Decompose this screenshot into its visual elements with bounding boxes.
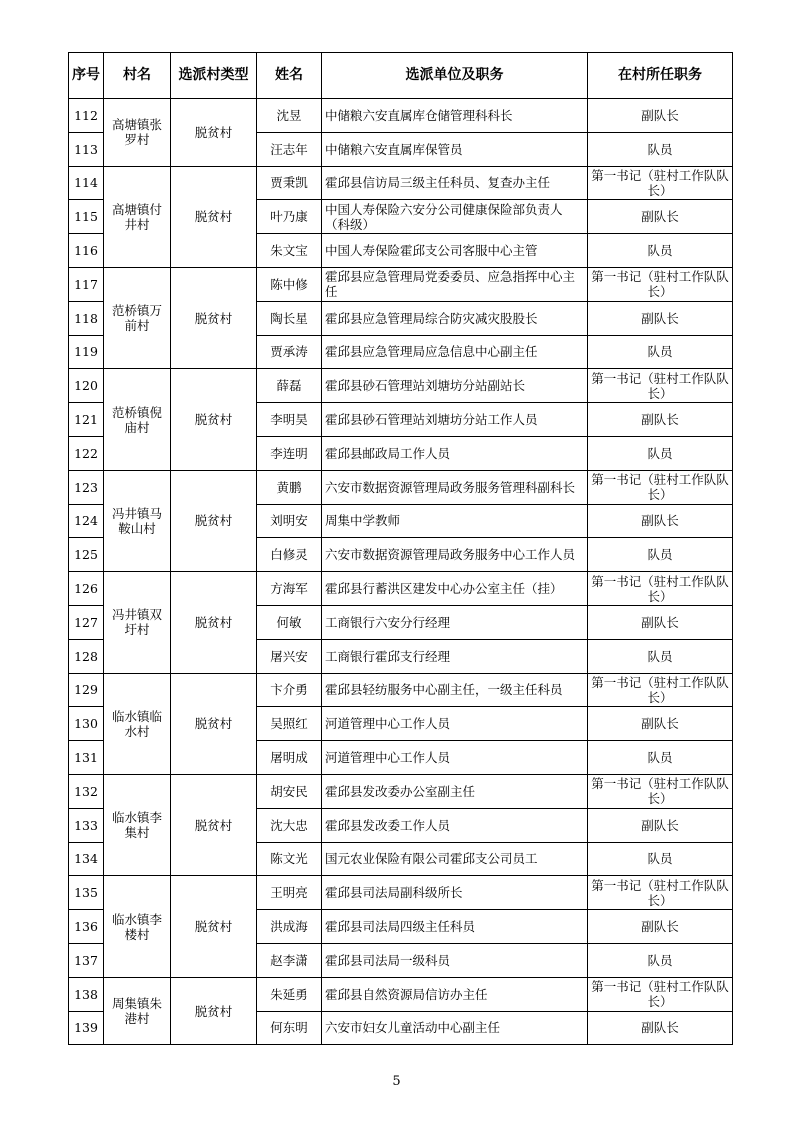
village-role: 第一书记（驻村工作队队长） bbox=[588, 369, 733, 403]
person-name: 朱延勇 bbox=[257, 977, 322, 1011]
person-name: 贾承涛 bbox=[257, 335, 322, 369]
person-name: 沈大忠 bbox=[257, 808, 322, 842]
village-role: 副队长 bbox=[588, 99, 733, 133]
village-type: 脱贫村 bbox=[171, 774, 257, 875]
person-name: 陈文光 bbox=[257, 842, 322, 876]
person-name: 赵李潇 bbox=[257, 943, 322, 977]
village-role: 第一书记（驻村工作队队长） bbox=[588, 267, 733, 301]
row-number: 114 bbox=[69, 166, 104, 200]
row-number: 120 bbox=[69, 369, 104, 403]
unit-position: 霍邱县应急管理局党委委员、应急指挥中心主任 bbox=[322, 267, 588, 301]
row-number: 132 bbox=[69, 774, 104, 808]
row-number: 136 bbox=[69, 910, 104, 944]
village-type: 脱贫村 bbox=[171, 166, 257, 267]
unit-position: 霍邱县发改委工作人员 bbox=[322, 808, 588, 842]
person-name: 朱文宝 bbox=[257, 234, 322, 268]
person-name: 贾秉凯 bbox=[257, 166, 322, 200]
person-name: 陶长星 bbox=[257, 301, 322, 335]
row-number: 126 bbox=[69, 572, 104, 606]
village-role: 第一书记（驻村工作队队长） bbox=[588, 876, 733, 910]
village-type: 脱贫村 bbox=[171, 572, 257, 673]
unit-position: 中储粮六安直属库仓储管理科科长 bbox=[322, 99, 588, 133]
village-role: 第一书记（驻村工作队队长） bbox=[588, 470, 733, 504]
unit-position: 霍邱县司法局副科级所长 bbox=[322, 876, 588, 910]
village-name: 周集镇朱港村 bbox=[104, 977, 171, 1045]
village-role: 队员 bbox=[588, 943, 733, 977]
person-name: 吴照红 bbox=[257, 707, 322, 741]
person-name: 沈昱 bbox=[257, 99, 322, 133]
unit-position: 霍邱县应急管理局综合防灾减灾股股长 bbox=[322, 301, 588, 335]
table-row bbox=[69, 369, 733, 403]
row-number: 121 bbox=[69, 403, 104, 437]
village-type: 脱贫村 bbox=[171, 99, 257, 167]
row-number: 139 bbox=[69, 1011, 104, 1045]
header-num: 序号 bbox=[69, 53, 104, 99]
unit-position: 霍邱县司法局四级主任科员 bbox=[322, 910, 588, 944]
header-role: 在村所任职务 bbox=[588, 53, 733, 99]
person-name: 方海军 bbox=[257, 572, 322, 606]
village-role: 队员 bbox=[588, 335, 733, 369]
unit-position: 工商银行霍邱支行经理 bbox=[322, 639, 588, 673]
village-type: 脱贫村 bbox=[171, 876, 257, 977]
village-type: 脱贫村 bbox=[171, 977, 257, 1045]
row-number: 127 bbox=[69, 605, 104, 639]
unit-position: 霍邱县砂石管理站刘塘坊分站副站长 bbox=[322, 369, 588, 403]
row-number: 113 bbox=[69, 132, 104, 166]
person-name: 刘明安 bbox=[257, 504, 322, 538]
unit-position: 周集中学教师 bbox=[322, 504, 588, 538]
village-role: 第一书记（驻村工作队队长） bbox=[588, 166, 733, 200]
person-name: 洪成海 bbox=[257, 910, 322, 944]
row-number: 125 bbox=[69, 538, 104, 572]
unit-position: 中储粮六安直属库保管员 bbox=[322, 132, 588, 166]
village-name: 冯井镇马鞍山村 bbox=[104, 470, 171, 571]
person-name: 黄鹏 bbox=[257, 470, 322, 504]
row-number: 117 bbox=[69, 267, 104, 301]
row-number: 135 bbox=[69, 876, 104, 910]
village-name: 临水镇临水村 bbox=[104, 673, 171, 774]
village-role: 第一书记（驻村工作队队长） bbox=[588, 977, 733, 1011]
person-name: 何东明 bbox=[257, 1011, 322, 1045]
village-name: 临水镇李集村 bbox=[104, 774, 171, 875]
village-role: 第一书记（驻村工作队队长） bbox=[588, 572, 733, 606]
village-name: 范桥镇万前村 bbox=[104, 267, 171, 368]
unit-position: 工商银行六安分行经理 bbox=[322, 605, 588, 639]
village-role: 副队长 bbox=[588, 504, 733, 538]
unit-position: 六安市数据资源管理局政务服务管理科副科长 bbox=[322, 470, 588, 504]
person-name: 屠明成 bbox=[257, 741, 322, 775]
village-name: 高塘镇张罗村 bbox=[104, 99, 171, 167]
unit-position: 霍邱县发改委办公室副主任 bbox=[322, 774, 588, 808]
village-role: 副队长 bbox=[588, 1011, 733, 1045]
village-name: 冯井镇双圩村 bbox=[104, 572, 171, 673]
unit-position: 霍邱县司法局一级科员 bbox=[322, 943, 588, 977]
unit-position: 霍邱县轻纺服务中心副主任，一级主任科员 bbox=[322, 673, 588, 707]
village-role: 副队长 bbox=[588, 808, 733, 842]
roster-body bbox=[69, 99, 733, 1045]
table-row bbox=[69, 572, 733, 606]
table-row bbox=[69, 267, 733, 301]
village-type: 脱贫村 bbox=[171, 470, 257, 571]
header-name: 姓名 bbox=[257, 53, 322, 99]
row-number: 130 bbox=[69, 707, 104, 741]
unit-position: 霍邱县应急管理局应急信息中心副主任 bbox=[322, 335, 588, 369]
village-role: 队员 bbox=[588, 234, 733, 268]
person-name: 叶乃康 bbox=[257, 200, 322, 234]
village-role: 队员 bbox=[588, 639, 733, 673]
village-role: 第一书记（驻村工作队队长） bbox=[588, 673, 733, 707]
village-role: 副队长 bbox=[588, 707, 733, 741]
table-row bbox=[69, 470, 733, 504]
unit-position: 中国人寿保险六安分公司健康保险部负责人（科级） bbox=[322, 200, 588, 234]
table-row bbox=[69, 876, 733, 910]
unit-position: 霍邱县行蓄洪区建发中心办公室主任（挂） bbox=[322, 572, 588, 606]
header-row bbox=[69, 53, 733, 99]
unit-position: 河道管理中心工作人员 bbox=[322, 707, 588, 741]
village-role: 队员 bbox=[588, 132, 733, 166]
row-number: 131 bbox=[69, 741, 104, 775]
village-name: 范桥镇倪庙村 bbox=[104, 369, 171, 470]
person-name: 何敏 bbox=[257, 605, 322, 639]
roster-table bbox=[68, 52, 733, 1045]
unit-position: 霍邱县邮政局工作人员 bbox=[322, 436, 588, 470]
village-name: 临水镇李楼村 bbox=[104, 876, 171, 977]
row-number: 128 bbox=[69, 639, 104, 673]
header-unit: 选派单位及职务 bbox=[322, 53, 588, 99]
unit-position: 六安市数据资源管理局政务服务中心工作人员 bbox=[322, 538, 588, 572]
village-role: 副队长 bbox=[588, 301, 733, 335]
row-number: 133 bbox=[69, 808, 104, 842]
village-type: 脱贫村 bbox=[171, 369, 257, 470]
person-name: 李连明 bbox=[257, 436, 322, 470]
person-name: 陈中修 bbox=[257, 267, 322, 301]
row-number: 137 bbox=[69, 943, 104, 977]
person-name: 王明亮 bbox=[257, 876, 322, 910]
row-number: 115 bbox=[69, 200, 104, 234]
row-number: 122 bbox=[69, 436, 104, 470]
person-name: 薛磊 bbox=[257, 369, 322, 403]
header-village: 村名 bbox=[104, 53, 171, 99]
village-role: 副队长 bbox=[588, 403, 733, 437]
village-role: 队员 bbox=[588, 436, 733, 470]
person-name: 屠兴安 bbox=[257, 639, 322, 673]
person-name: 卞介勇 bbox=[257, 673, 322, 707]
person-name: 李明昊 bbox=[257, 403, 322, 437]
unit-position: 霍邱县自然资源局信访办主任 bbox=[322, 977, 588, 1011]
row-number: 116 bbox=[69, 234, 104, 268]
row-number: 129 bbox=[69, 673, 104, 707]
village-role: 队员 bbox=[588, 842, 733, 876]
unit-position: 六安市妇女儿童活动中心副主任 bbox=[322, 1011, 588, 1045]
row-number: 112 bbox=[69, 99, 104, 133]
page-number: 5 bbox=[392, 1074, 401, 1089]
person-name: 胡安民 bbox=[257, 774, 322, 808]
village-role: 副队长 bbox=[588, 910, 733, 944]
table-row bbox=[69, 166, 733, 200]
row-number: 134 bbox=[69, 842, 104, 876]
unit-position: 霍邱县信访局三级主任科员、复查办主任 bbox=[322, 166, 588, 200]
village-type: 脱贫村 bbox=[171, 673, 257, 774]
unit-position: 霍邱县砂石管理站刘塘坊分站工作人员 bbox=[322, 403, 588, 437]
row-number: 119 bbox=[69, 335, 104, 369]
table-row bbox=[69, 977, 733, 1011]
person-name: 汪志年 bbox=[257, 132, 322, 166]
unit-position: 中国人寿保险霍邱支公司客服中心主管 bbox=[322, 234, 588, 268]
header-type: 选派村类型 bbox=[171, 53, 257, 99]
row-number: 124 bbox=[69, 504, 104, 538]
table-row bbox=[69, 673, 733, 707]
village-name: 高塘镇付井村 bbox=[104, 166, 171, 267]
row-number: 123 bbox=[69, 470, 104, 504]
row-number: 138 bbox=[69, 977, 104, 1011]
table-row bbox=[69, 774, 733, 808]
village-role: 队员 bbox=[588, 538, 733, 572]
village-type: 脱贫村 bbox=[171, 267, 257, 368]
unit-position: 国元农业保险有限公司霍邱支公司员工 bbox=[322, 842, 588, 876]
village-role: 队员 bbox=[588, 741, 733, 775]
table-row bbox=[69, 99, 733, 133]
row-number: 118 bbox=[69, 301, 104, 335]
unit-position: 河道管理中心工作人员 bbox=[322, 741, 588, 775]
village-role: 副队长 bbox=[588, 200, 733, 234]
village-role: 第一书记（驻村工作队队长） bbox=[588, 774, 733, 808]
person-name: 白修灵 bbox=[257, 538, 322, 572]
village-role: 副队长 bbox=[588, 605, 733, 639]
